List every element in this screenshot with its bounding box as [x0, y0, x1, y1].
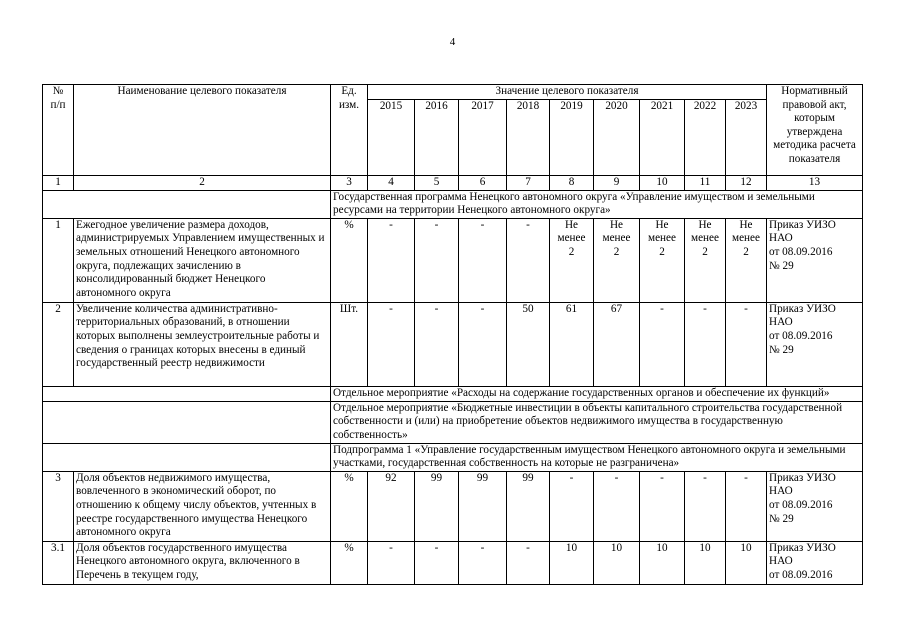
value-cell-2022: Не менее 2 [685, 218, 726, 302]
value-cell-2023: - [726, 471, 767, 541]
value-cell-2023: Не менее 2 [726, 218, 767, 302]
header-year-2016: 2016 [415, 100, 459, 176]
indicator-row [43, 541, 863, 584]
header-year-2023: 2023 [726, 100, 767, 176]
section-title: Государственная программа Ненецкого автономного округа «Управление имуществом и земельными ресурсами на территории Ненецкого автономного округа» [331, 190, 863, 218]
value-cell-2016: - [415, 302, 459, 386]
section-row [43, 386, 863, 401]
value-cell-2021: 10 [640, 541, 685, 584]
section-blank-cell [43, 401, 331, 443]
column-number: 3 [331, 176, 368, 191]
section-row [43, 443, 863, 471]
value-cell-2023: 10 [726, 541, 767, 584]
value-cell-2021: - [640, 302, 685, 386]
column-number: 6 [459, 176, 507, 191]
section-title: Отдельное мероприятие «Бюджетные инвестиции в объекты капитального строительства государственной собственности и (или) на приобретение объектов недвижимого имущества в государственную собственность» [331, 401, 863, 443]
header-act: Нормативный правовой акт, которым утверждена методика расчета показателя [767, 85, 863, 176]
header-year-2018: 2018 [507, 100, 550, 176]
header-unit: Ед. изм. [331, 85, 368, 176]
indicator-name: Доля объектов недвижимого имущества, вовлеченного в экономический оборот, по отношению к общему числу объектов, учтенных в реестре государственного имущества Ненецкого автономного округа [74, 471, 331, 541]
section-title: Подпрограмма 1 «Управление государственным имуществом Ненецкого автономного округа и земельными участками, государственная собственность на которые не разграничена» [331, 443, 863, 471]
value-cell-2020: - [594, 471, 640, 541]
section-blank-cell [43, 443, 331, 471]
indicator-row [43, 218, 863, 302]
value-cell-2021: - [640, 471, 685, 541]
header-name: Наименование целевого показателя [74, 85, 331, 176]
unit-cell: Шт. [331, 302, 368, 386]
column-number: 7 [507, 176, 550, 191]
value-cell-2020: 67 [594, 302, 640, 386]
value-cell-2020: Не менее 2 [594, 218, 640, 302]
value-cell-2016: - [415, 541, 459, 584]
column-number: 8 [550, 176, 594, 191]
indicator-row [43, 302, 863, 386]
value-cell-2015: - [368, 302, 415, 386]
target-indicators-table [42, 84, 863, 585]
normative-act: Приказ УИЗО НАО от 08.09.2016 № 29 [767, 471, 863, 541]
value-cell-2022: - [685, 471, 726, 541]
section-blank-cell [43, 190, 331, 218]
value-cell-2021: Не менее 2 [640, 218, 685, 302]
section-title: Отдельное мероприятие «Расходы на содержание государственных органов и обеспечение их функций» [331, 386, 863, 401]
column-number: 1 [43, 176, 74, 191]
section-row [43, 190, 863, 218]
value-cell-2022: - [685, 302, 726, 386]
column-number: 11 [685, 176, 726, 191]
value-cell-2018: 99 [507, 471, 550, 541]
value-cell-2017: - [459, 541, 507, 584]
value-cell-2019: - [550, 471, 594, 541]
header-year-2021: 2021 [640, 100, 685, 176]
unit-cell: % [331, 471, 368, 541]
value-cell-2015: 92 [368, 471, 415, 541]
value-cell-2019: Не менее 2 [550, 218, 594, 302]
value-cell-2019: 61 [550, 302, 594, 386]
row-number: 3.1 [43, 541, 74, 584]
value-cell-2018: - [507, 541, 550, 584]
indicator-name: Увеличение количества административно-территориальных образований, в отношении которых выполнены землеустроительные работы и сведения о границах которых внесены в единый государственный реестр недвижимости [74, 302, 331, 386]
normative-act: Приказ УИЗО НАО от 08.09.2016 № 29 [767, 302, 863, 386]
value-cell-2019: 10 [550, 541, 594, 584]
row-number: 2 [43, 302, 74, 386]
indicator-row [43, 471, 863, 541]
header-year-2017: 2017 [459, 100, 507, 176]
column-number: 2 [74, 176, 331, 191]
column-number: 4 [368, 176, 415, 191]
header-num: № п/п [43, 85, 74, 176]
value-cell-2017: - [459, 218, 507, 302]
section-row [43, 401, 863, 443]
page-number: 4 [449, 36, 456, 48]
row-number: 1 [43, 218, 74, 302]
normative-act: Приказ УИЗО НАО от 08.09.2016 [767, 541, 863, 584]
column-number: 13 [767, 176, 863, 191]
value-cell-2020: 10 [594, 541, 640, 584]
value-cell-2018: - [507, 218, 550, 302]
header-year-2022: 2022 [685, 100, 726, 176]
unit-cell: % [331, 541, 368, 584]
value-cell-2017: 99 [459, 471, 507, 541]
value-cell-2015: - [368, 541, 415, 584]
value-cell-2016: 99 [415, 471, 459, 541]
row-number: 3 [43, 471, 74, 541]
value-cell-2015: - [368, 218, 415, 302]
indicator-name: Доля объектов государственного имущества Ненецкого автономного округа, включенного в Перечень в текущем году, [74, 541, 331, 584]
indicator-name: Ежегодное увеличение размера доходов, администрируемых Управлением имущественных и земельных отношений Ненецкого автономного округа, подлежащих зачислению в консолидированный бюджет Ненецкого автономного округа [74, 218, 331, 302]
unit-cell: % [331, 218, 368, 302]
column-number: 10 [640, 176, 685, 191]
column-number: 5 [415, 176, 459, 191]
header-year-2020: 2020 [594, 100, 640, 176]
header-year-2019: 2019 [550, 100, 594, 176]
header-year-2015: 2015 [368, 100, 415, 176]
value-cell-2017: - [459, 302, 507, 386]
section-blank-cell [43, 386, 331, 401]
header-value-group: Значение целевого показателя [368, 85, 767, 100]
normative-act: Приказ УИЗО НАО от 08.09.2016 № 29 [767, 218, 863, 302]
value-cell-2022: 10 [685, 541, 726, 584]
column-number: 9 [594, 176, 640, 191]
value-cell-2018: 50 [507, 302, 550, 386]
value-cell-2023: - [726, 302, 767, 386]
value-cell-2016: - [415, 218, 459, 302]
column-number: 12 [726, 176, 767, 191]
